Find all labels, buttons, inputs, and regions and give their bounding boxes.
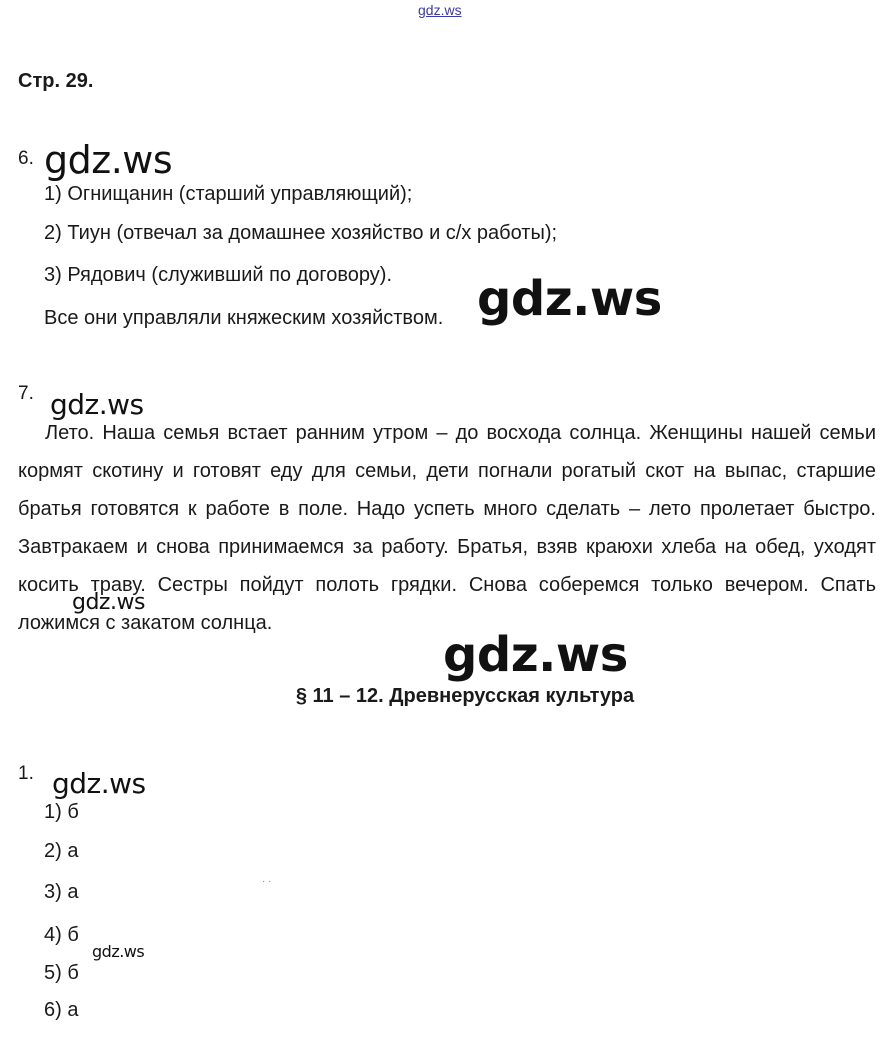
watermark: gdz.ws	[443, 627, 628, 683]
watermark: gdz.ws	[44, 138, 173, 182]
task-1-number: 1.	[18, 763, 34, 784]
task-6-number: 6.	[18, 148, 34, 169]
page-label: Стр. 29.	[18, 70, 94, 92]
task-1-answer-3: 3) а	[44, 881, 79, 903]
section-heading: § 11 – 12. Древнерусская культура	[295, 685, 635, 707]
task-6-item-1: 1) Огнищанин (старший управляющий);	[44, 183, 413, 205]
watermark: gdz.ws	[477, 271, 666, 327]
task-1-answer-2: 2) а	[44, 840, 79, 862]
watermark: gdz.ws	[92, 942, 145, 961]
header-watermark-link[interactable]: gdz.ws	[418, 2, 462, 18]
task-6-item-2: 2) Тиун (отвечал за домашнее хозяйство и с/х работы);	[44, 222, 558, 244]
task-6-item-3: 3) Рядович (служивший по договору).	[44, 264, 393, 286]
task-1-answer-5: 5) б	[44, 962, 79, 984]
task-1-answer-6: 6) а	[44, 999, 79, 1021]
watermark: gdz.ws	[72, 590, 145, 615]
scan-speck: · ·	[262, 876, 272, 887]
task-6-summary: Все они управляли княжеским хозяйством.	[44, 307, 444, 329]
watermark: gdz.ws	[50, 388, 144, 421]
watermark: gdz.ws	[52, 767, 146, 800]
task-1-answer-4: 4) б	[44, 924, 79, 946]
task-1-answer-1: 1) б	[44, 801, 79, 823]
task-7-text: Лето. Наша семья встает ранним утром – до восхода солнца. Женщины нашей семьи кормят скотину и готовят еду для семьи, дети погнали рогатый скот на выпас, старшие братья готовятся к работе в поле. Надо успеть много сделать – лето пролетает быстро. Завтракаем и снова принимаемся за работу. Братья, взяв краюхи хлеба на обед, уходят косить траву. Сестры пойдут полоть грядки. Снова соберемся только вечером. Спать ложимся с закатом солнца.	[18, 422, 876, 634]
task-7-number: 7.	[18, 383, 34, 404]
